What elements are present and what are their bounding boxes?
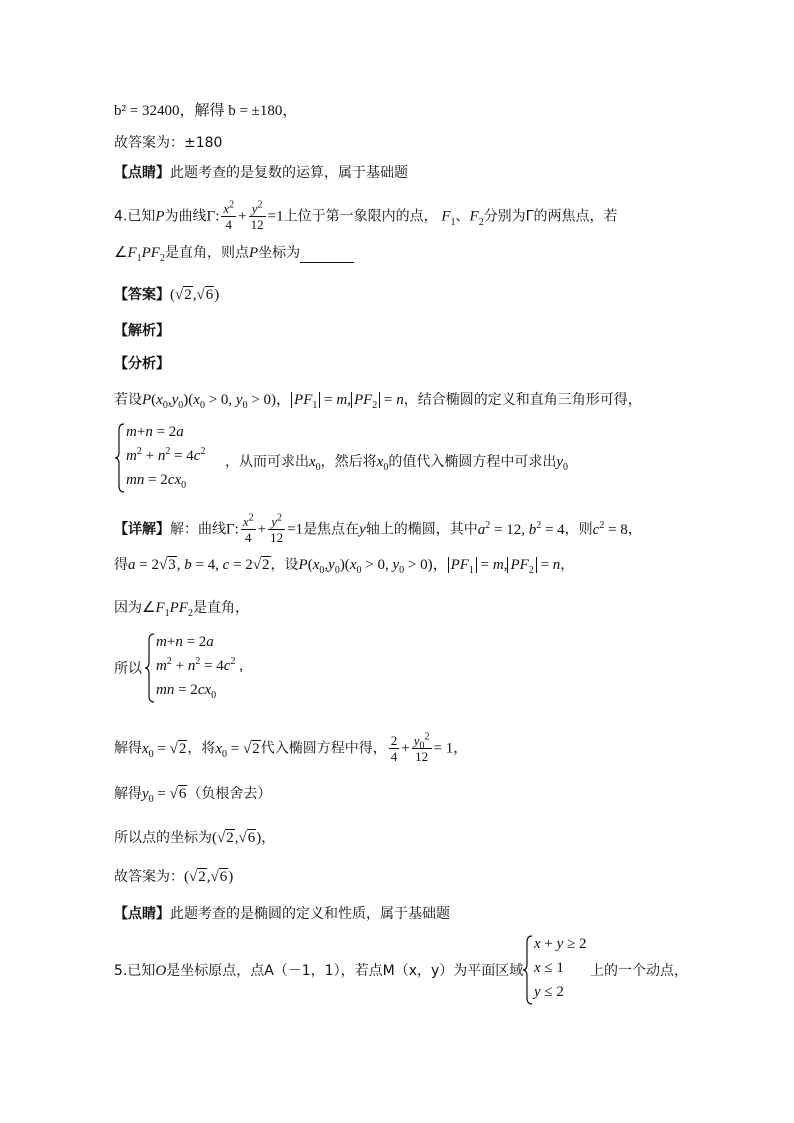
analysis-tag: 【解析】 [114,323,170,339]
equation-system-1: m+n = 2a $m^2 + n^2 = 4c^2$ mn = $2cx_0$ [114,422,274,494]
question-5-line: 5.已知O是坐标原点，点A（－1，1），若点M（x，y）为平面区域 [114,963,524,979]
detail-d: ，则 [564,521,593,538]
detail-c: 轴上的椭圆，其中 [365,521,478,538]
fenxi-l1-b: ，结合椭圆的定义和直角三角形可得， [403,392,642,408]
q5-b: 是坐标原点，点 [166,963,265,979]
equation-system-3: x + y ≥ 2 x ≤ 1 y ≤ 2 [522,934,586,1006]
answer-tag: 【答案】 [114,287,170,303]
q5-c: A（－1，1），若点 [264,963,383,979]
line-dianjing-1 [114,163,408,183]
detail-l2-a: 得 [114,557,128,573]
dianjing-tag: 【点睛】 [114,165,170,181]
detail-a: 解：曲线 [170,521,226,538]
fenxi-line-1: 若设$P(x_0,y_0)(x_0 > 0$, $y_0 > 0$)， $PF_1 = m$, $PF_2 = n$，结合椭圆的定义和直角三角形可得， [114,392,642,411]
detail-tag: 【详解】 [114,521,170,538]
question-4-line-1: 4.已知P为曲线Γ: $\frac{x^2}{4}$ + $\frac{y^2}{12}$ =1上位于第一象限内的点， $F_1$、$F_2$分别为Γ的两焦点，若 [114,199,618,232]
because-a: 因为 [114,600,142,616]
line-answer: 【答案】(√2,√6) [114,287,220,303]
dianjing-text: 此题考查的是复数的运算，属于基础题 [170,165,408,181]
coordinate-line: 所以点的坐标为(√2,√6)， [114,830,276,846]
fenxi-l1-a: 若设 [114,392,142,408]
jiang: ，将 [187,740,216,757]
detail-line-2: 得a = 2√3, b = 4, c = 2√2，设$P(x_0,y_0)(x_0 > 0$, $y_0 > 0$)， $PF_1 = m$, $PF_2 = n$， [114,557,575,576]
q5-a: 5.已知 [114,963,156,979]
dianjing2-text: 此题考查的是椭圆的定义和性质，属于基础题 [170,906,450,922]
fenxi-l2: ，从而可求出 [225,454,309,470]
q4-end2: 分别为Γ的两焦点，若 [483,208,618,225]
detail-l2-b: ，设 [270,557,299,573]
equation-system-2: m+n = 2a $m^2 + n^2 = 4c^2$ , mn = $2cx_0$ [144,632,284,704]
fenxi-l2-b: ，然后将 [320,454,377,470]
gudaan: 故答案为： [114,869,184,885]
detail-line-1: 【详解】解：曲线Γ: $\frac{x^2}{4}$ + $\frac{y^2}{12}$ =1是焦点在y轴上的椭圆，其中$a^2 = 12$, $b^2 = 4$，则$c^2 = 8$， [114,512,642,545]
suoyi-label: 所以 [114,661,142,677]
detail-b: 是焦点在 [303,521,360,538]
q5-d: M（x，y）为平面区域 [382,963,524,979]
fenxi-line-2: ，从而可求出$x_0$，然后将$x_0$的值代入椭圆方程中可求出$y_0$ [225,454,569,473]
jiede2: 解得 [114,786,142,802]
fugen: （负根舍去） [187,786,272,802]
because-line: 因为$\angle F_1PF_2$是直角， [114,600,249,619]
suoyi2: 所以点的坐标为 [114,830,212,846]
q4-line2-a: 是直角，则点 [164,245,249,261]
frac-x2-4: $\frac{x^2}{4}$ [223,199,235,232]
dianjing2-tag: 【点睛】 [114,906,170,922]
daiin: 代入椭圆方程中得， [260,740,387,757]
because-b: 是直角， [192,600,249,616]
line-answer-180: 故答案为：±180 [114,135,223,151]
q4-end: 上位于第一象限内的点， [283,208,438,225]
solve-y0-line: 解得$y_0 = √6$（负根舍去） [114,786,272,805]
solve-x0-line: 解得$x_0 = √2$，将$x_0 = √2$代入椭圆方程中得， $\frac{2}{4}$ + $\frac{y_0^2}{12}$ = 1， [114,731,468,764]
question-4-line-2: $\angle F_1PF_2$是直角，则点P坐标为 [114,243,354,263]
line-dianjing-2 [114,904,450,924]
question-5-tail: 上的一个动点， [590,963,688,979]
q4-prefix: 4.已知 [114,208,156,225]
fenxi-tag: 【分析】 [114,356,170,372]
jiede: 解得 [114,740,142,757]
line-b-squared: b² = 32400，解得 b = ±180， [114,103,298,119]
answer-blank [300,248,354,263]
q4-mid: 为曲线 [164,208,207,225]
final-answer-line: 故答案为：(√2,√6) [114,869,234,885]
frac-y2-12: $\frac{y^2}{12}$ [250,199,264,232]
fenxi-l2-c: 的值代入椭圆方程中可求出 [388,454,557,470]
q4-line2-b: 坐标为 [258,245,301,261]
